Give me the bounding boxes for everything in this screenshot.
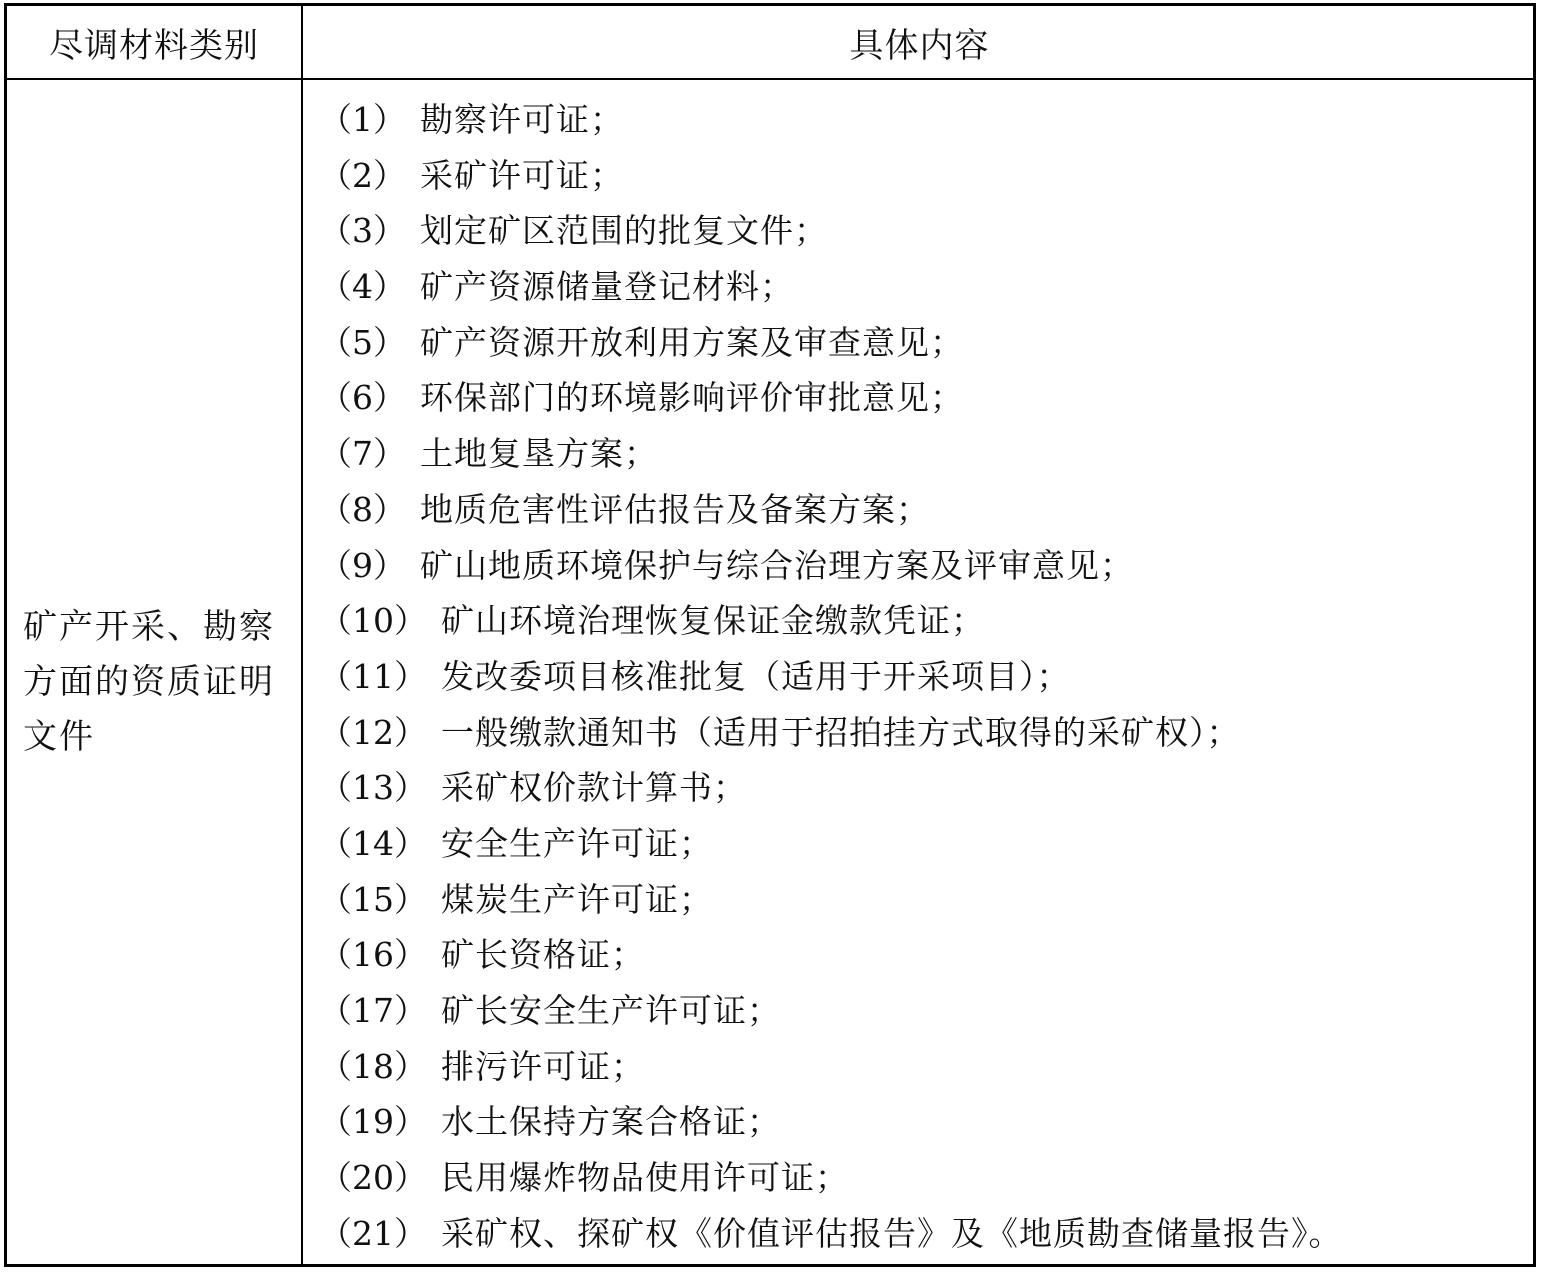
list-item	[319, 92, 1343, 148]
list-item	[319, 148, 1343, 204]
list-item	[319, 426, 1343, 482]
item-number: （4）	[319, 267, 406, 307]
item-text: 矿山环境治理恢复保证金缴款凭证；	[441, 601, 985, 641]
list-item	[319, 983, 1343, 1039]
item-text: 排污许可证；	[441, 1046, 645, 1086]
item-text: 煤炭生产许可证；	[441, 879, 713, 919]
item-number: （14）	[319, 823, 427, 863]
list-item	[319, 1094, 1343, 1150]
item-number: （11）	[319, 656, 427, 696]
item-text: 一般缴款通知书（适用于招拍挂方式取得的采矿权）；	[441, 712, 1241, 752]
list-item	[319, 872, 1343, 928]
list-item	[319, 705, 1343, 761]
item-number: （20）	[319, 1158, 427, 1198]
item-text: 采矿权价款计算书；	[441, 768, 747, 808]
due-diligence-table	[4, 3, 1536, 1267]
item-number: （8）	[319, 489, 406, 529]
list-item	[319, 1150, 1343, 1206]
item-text: 矿产资源开放利用方案及审查意见；	[420, 322, 964, 362]
item-number: （19）	[319, 1102, 427, 1142]
list-item	[319, 760, 1343, 816]
item-text: 矿产资源储量登记材料；	[420, 267, 794, 307]
item-text: 民用爆炸物品使用许可证；	[441, 1158, 849, 1198]
list-item	[319, 927, 1343, 983]
item-text: 水土保持方案合格证；	[441, 1102, 781, 1142]
header-content: 具体内容	[849, 25, 990, 66]
item-number: （2）	[319, 155, 406, 195]
item-text: 划定矿区范围的批复文件；	[420, 211, 828, 251]
table-header-row	[7, 6, 1533, 80]
list-item	[319, 1206, 1343, 1262]
item-text: 矿山地质环境保护与综合治理方案及评审意见；	[420, 545, 1134, 585]
item-text: 矿长资格证；	[441, 935, 645, 975]
header-category: 尽调材料类别	[49, 25, 259, 66]
item-text: 地质危害性评估报告及备案方案；	[420, 489, 930, 529]
item-number: （13）	[319, 768, 427, 808]
item-number: （6）	[319, 378, 406, 418]
item-text: 安全生产许可证；	[441, 823, 713, 863]
item-number: （3）	[319, 211, 406, 251]
item-text: 采矿权、探矿权《价值评估报告》及《地质勘查储量报告》。	[441, 1213, 1343, 1253]
item-text: 采矿许可证；	[420, 155, 624, 195]
list-item	[319, 203, 1343, 259]
item-number: （12）	[319, 712, 427, 752]
list-item	[319, 1039, 1343, 1095]
item-number: （10）	[319, 601, 427, 641]
list-item	[319, 370, 1343, 426]
item-number: （17）	[319, 991, 427, 1030]
item-number: （15）	[319, 879, 427, 919]
content-list	[319, 92, 1343, 1261]
category-cell: 矿产开采、勘察方面的资质证明文件	[23, 607, 275, 757]
item-number: （7）	[319, 434, 406, 474]
list-item	[319, 816, 1343, 872]
item-number: （18）	[319, 1046, 427, 1086]
list-item	[319, 259, 1343, 315]
item-text: 勘察许可证；	[420, 100, 624, 139]
list-item	[319, 538, 1343, 594]
list-item	[319, 593, 1343, 649]
item-text: 矿长安全生产许可证；	[441, 991, 781, 1030]
list-item	[319, 649, 1343, 705]
item-text: 发改委项目核准批复（适用于开采项目）；	[441, 656, 1071, 696]
list-item	[319, 315, 1343, 371]
item-number: （9）	[319, 545, 406, 585]
item-text: 土地复垦方案；	[420, 434, 658, 474]
item-number: （1）	[319, 100, 406, 139]
item-number: （5）	[319, 322, 406, 362]
column-divider	[301, 6, 303, 1264]
list-item	[319, 482, 1343, 538]
item-number: （16）	[319, 935, 427, 975]
item-text: 环保部门的环境影响评价审批意见；	[420, 378, 964, 418]
item-number: （21）	[319, 1213, 427, 1253]
